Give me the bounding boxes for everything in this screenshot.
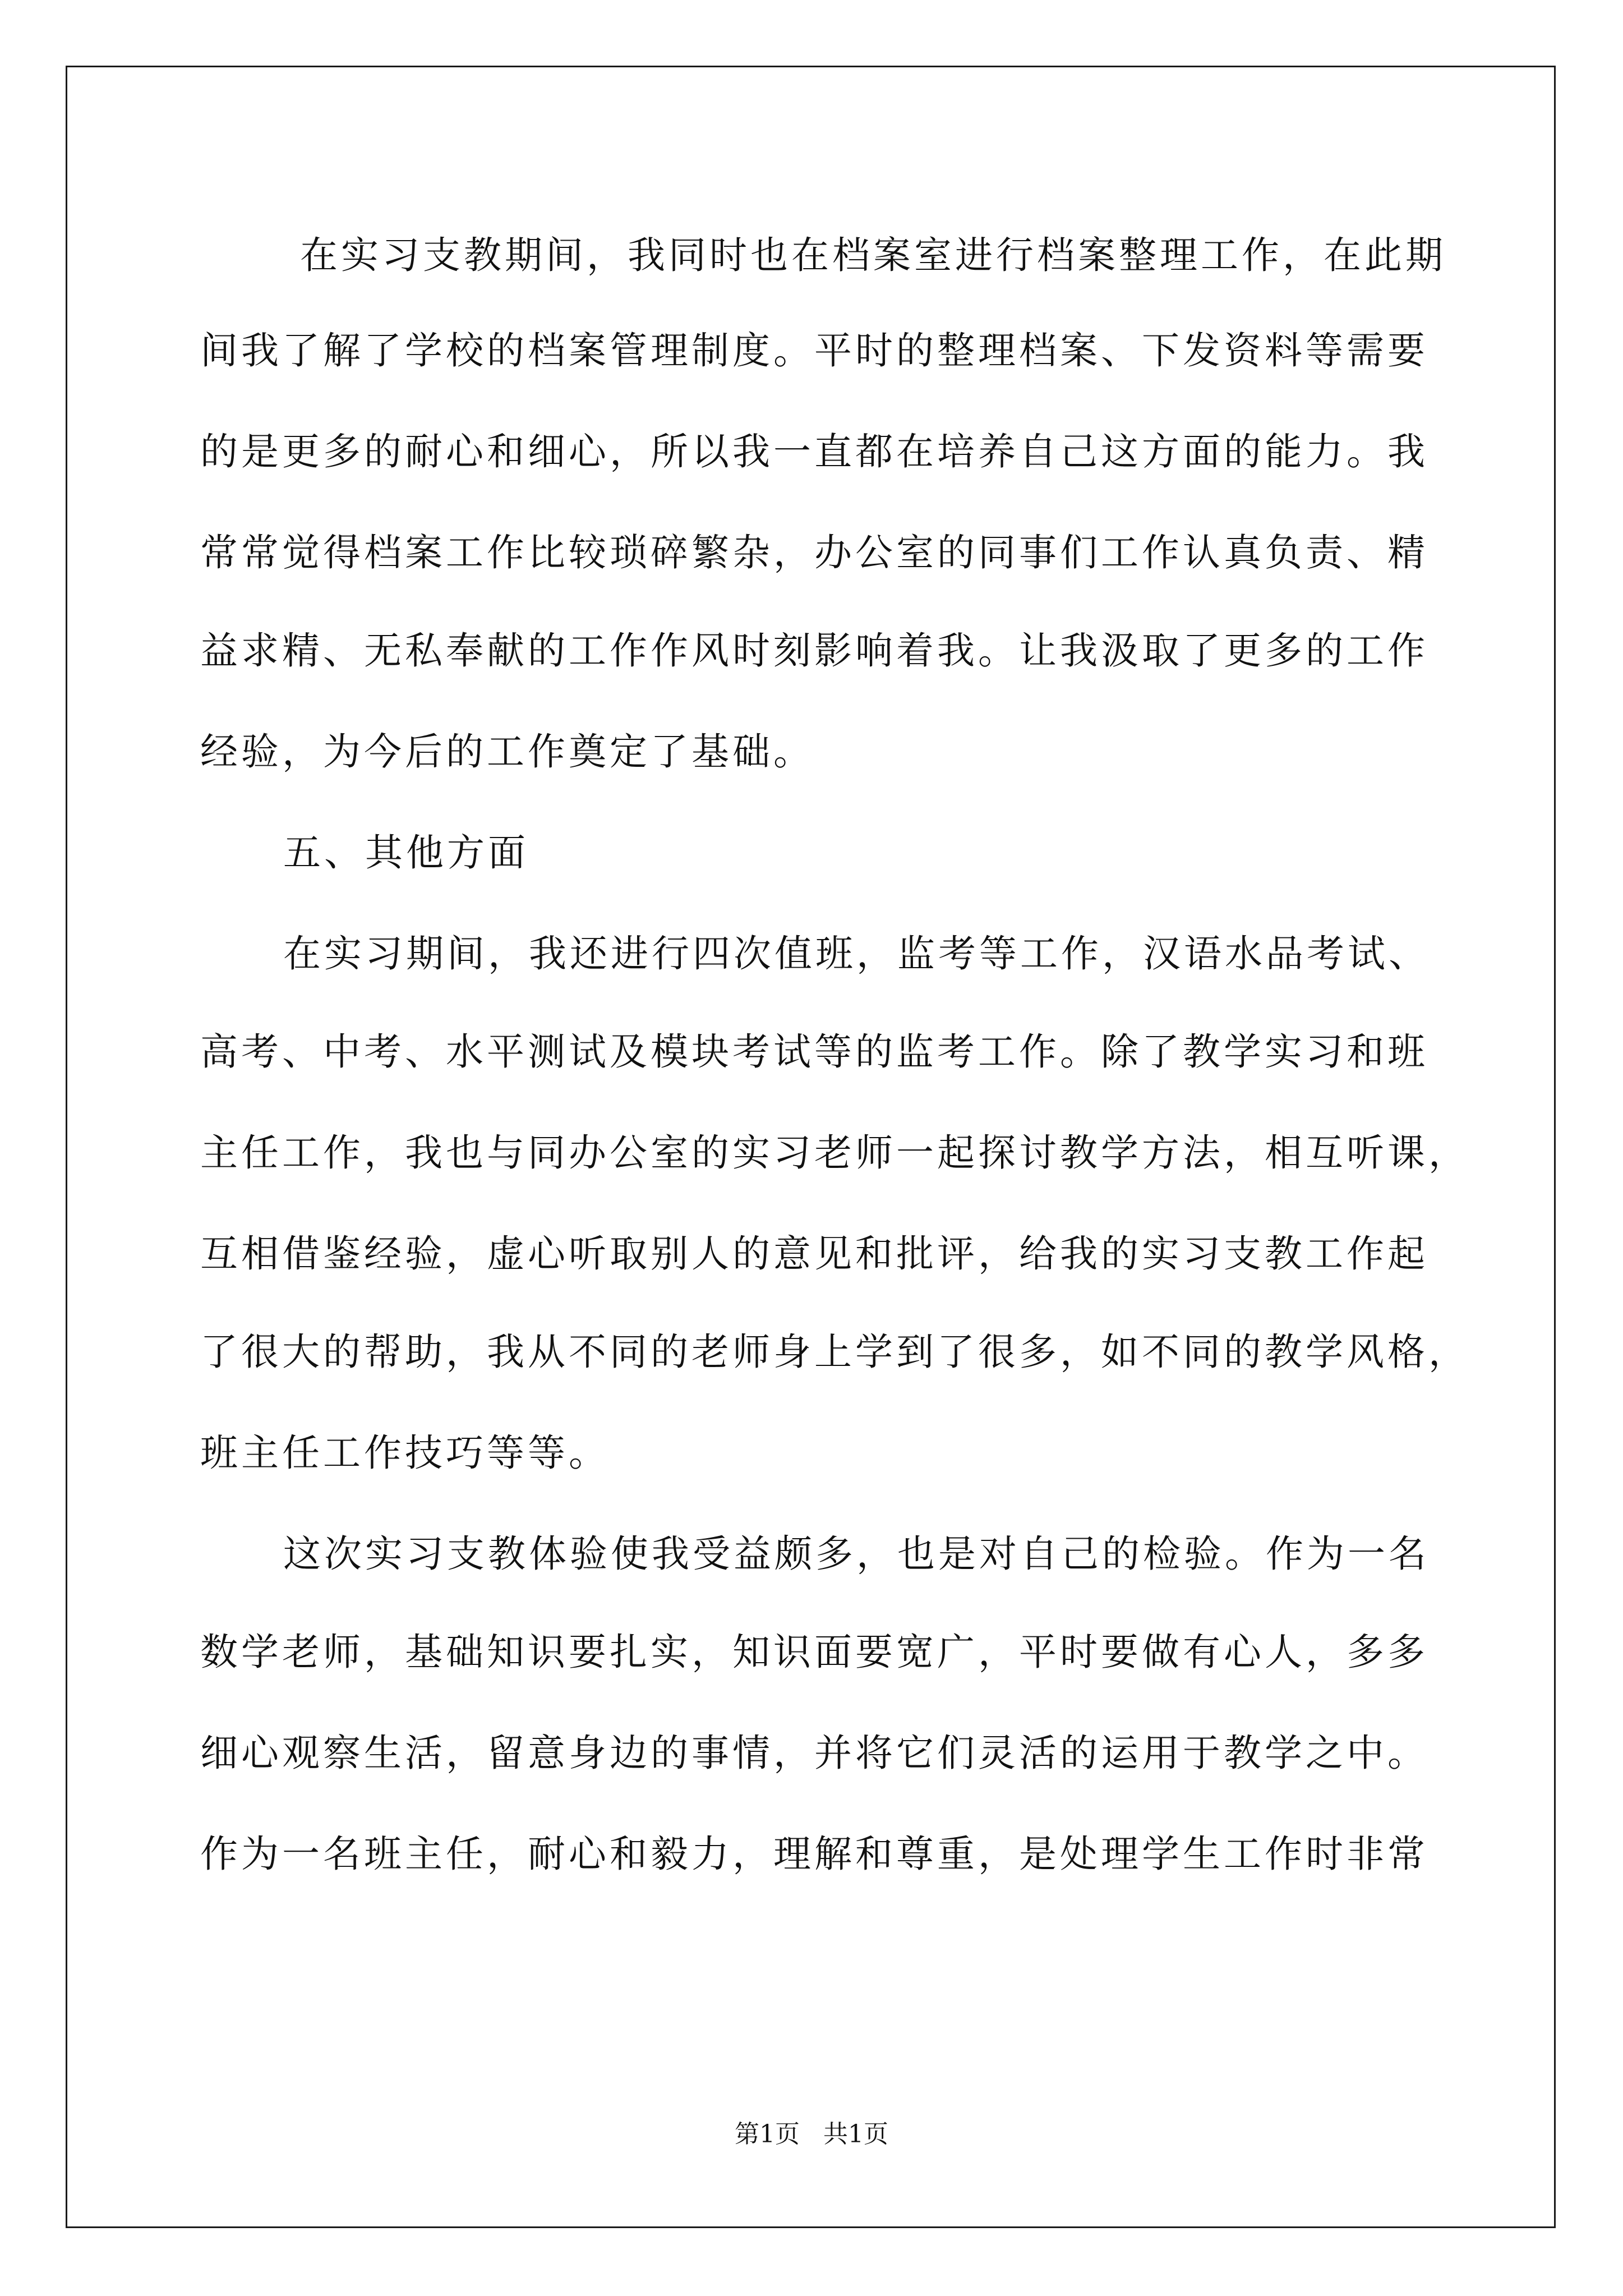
text-line: 在实习支教期间，我同时也在档案室进行档案整理工作，在此期 [300, 233, 1446, 277]
text-line: 互相借鉴经验，虚心听取别人的意见和批评，给我的实习支教工作起 [200, 1232, 1428, 1276]
text-line: 作为一名班主任，耐心和毅力，理解和尊重，是处理学生工作时非常 [200, 1832, 1428, 1876]
text-line: 间我了解了学校的档案管理制度。平时的整理档案、下发资料等需要 [200, 329, 1428, 372]
section-heading: 五、其他方面 [283, 831, 529, 875]
text-line: 细心观察生活，留意身边的事情，并将它们灵活的运用于教学之中。 [200, 1731, 1428, 1775]
text-line: 经验，为今后的工作奠定了基础。 [200, 730, 814, 774]
page-footer: 第1页 共1页 [735, 2120, 888, 2148]
text-line: 高考、中考、水平测试及模块考试等的监考工作。除了教学实习和班 [200, 1030, 1428, 1074]
text-line: 班主任工作技巧等等。 [200, 1431, 610, 1475]
text-line: 数学老师，基础知识要扎实，知识面要宽广，平时要做有心人，多多 [200, 1630, 1428, 1674]
text-line: 益求精、无私奉献的工作作风时刻影响着我。让我汲取了更多的工作 [200, 629, 1428, 673]
text-line: 在实习期间，我还进行四次值班，监考等工作，汉语水品考试、 [283, 932, 1430, 976]
text-line: 的是更多的耐心和细心，所以我一直都在培养自己这方面的能力。我 [200, 430, 1428, 473]
text-line: 这次实习支教体验使我受益颇多，也是对自己的检验。作为一名 [283, 1532, 1430, 1576]
text-line: 了很大的帮助，我从不同的老师身上学到了很多，如不同的教学风格， [200, 1330, 1469, 1374]
text-line: 主任工作，我也与同办公室的实习老师一起探讨教学方法，相互听课， [200, 1131, 1469, 1175]
text-line: 常常觉得档案工作比较琐碎繁杂，办公室的同事们工作认真负责、精 [200, 531, 1428, 574]
